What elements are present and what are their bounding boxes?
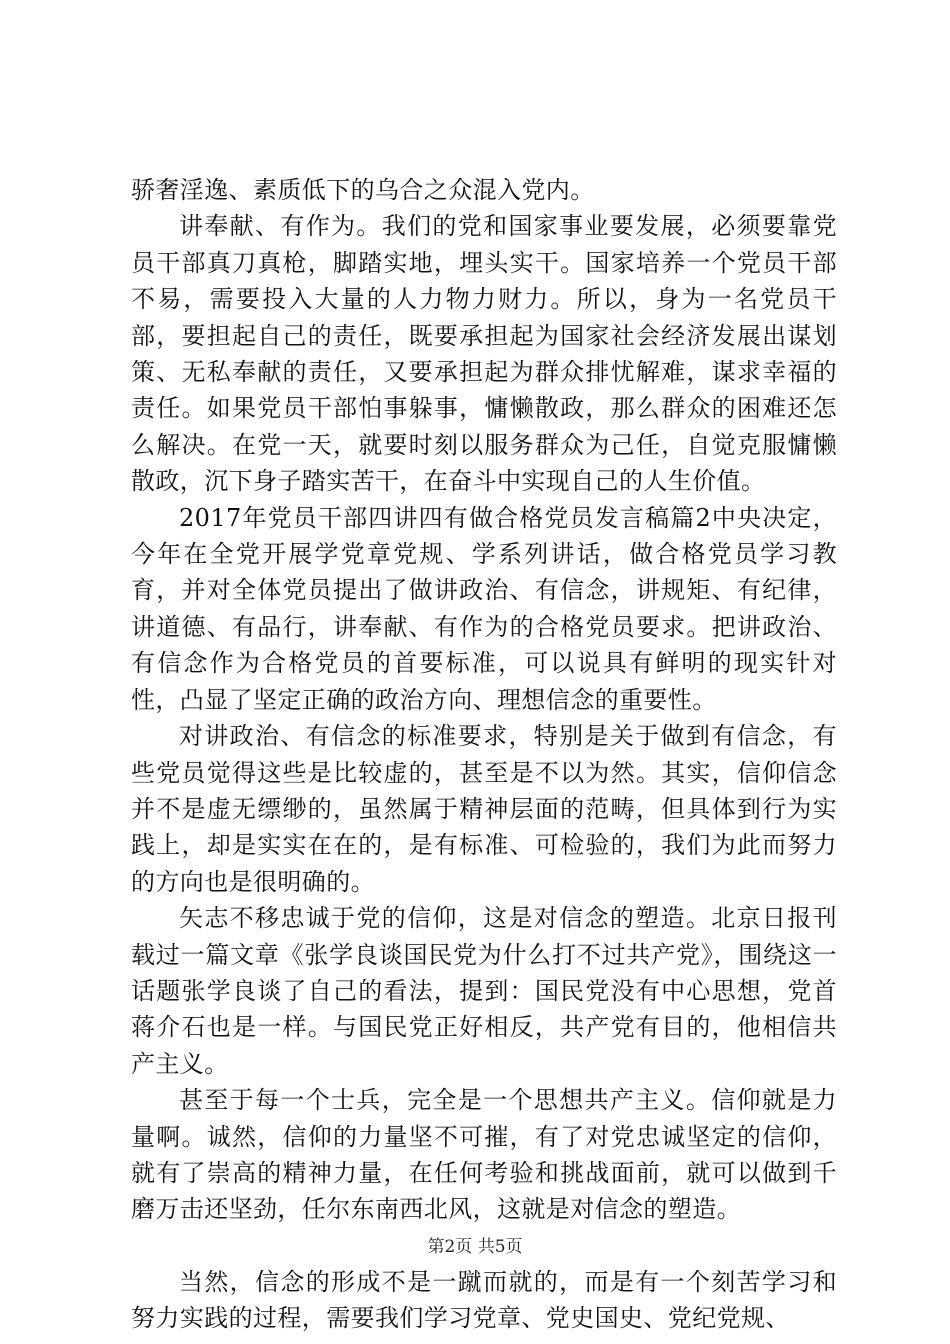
paragraph-faith-power: 甚至于每一个士兵，完全是一个思想共产主义。信仰就是力量啊。诚然，信仰的力量坚不可摧，有了对党忠诚坚定的信仰，就有了崇高的精神力量，在任何考验和挑战面前，就可以做到千磨万击还坚劲，任尔东南西北风，这就是对信念的塑造。 — [131, 1086, 837, 1224]
paragraph-loyalty: 矢志不移忠诚于党的信仰，这是对信念的塑造。北京日报刊载过一篇文章《张学良谈国民党为什么打不过共产党》，围绕这一话题张学良谈了自己的看法，提到：国民党没有中心思想，党首蒋介石也是一样。与国民党正好相反，共产党有目的，他相信共产主义。 — [131, 904, 837, 1078]
paragraph-dedication: 讲奉献、有作为。我们的党和国家事业要发展，必须要靠党员干部真刀真枪，脚踏实地，埋头实干。国家培养一个党员干部不易，需要投入大量的人力物力财力。所以，身为一名党员干部，要担起自己的责任，既要承担起为国家社会经济发展出谋划策、无私奉献的责任，又要承担起为群众排忧解难，谋求幸福的责任。如果党员干部怕事躲事，慵懒散政，那么群众的困难还怎么解决。在党一天，就要时刻以服务群众为己任，自觉克服慵懒散政，沉下身子踏实苦干，在奋斗中实现自己的人生价值。 — [131, 212, 837, 496]
document-body — [131, 172, 837, 1337]
paragraph-continuation: 骄奢淫逸、素质低下的乌合之众混入党内。 — [131, 176, 595, 204]
paragraph-belief-formation: 当然，信念的形成不是一蹴而就的，而是有一个刻苦学习和努力实践的过程，需要我们学习党章、党史国史、党纪党规、 — [131, 1267, 837, 1333]
paragraph-speech-title: 2017年党员干部四讲四有做合格党员发言稿篇2中央决定，今年在全党开展学党章党规、学系列讲话，做合格党员学习教育，并对全体党员提出了做讲政治、有信念，讲规矩、有纪律，讲道德、有品行，讲奉献、有作为的合格党员要求。把讲政治、有信念作为合格党员的首要标准，可以说具有鲜明的现实针对性，凸显了坚定正确的政治方向、理想信念的重要性。 — [131, 503, 837, 714]
paragraph-belief-standard: 对讲政治、有信念的标准要求，特别是关于做到有信念，有些党员觉得这些是比较虚的，甚至是不以为然。其实，信仰信念并不是虚无缥缈的，虽然属于精神层面的范畴，但具体到行为实践上，却是实实在在的，是有标准、可检验的，我们为此而努力的方向也是很明确的。 — [131, 722, 837, 896]
page-number-footer: 第2页 共5页 — [427, 1237, 523, 1257]
